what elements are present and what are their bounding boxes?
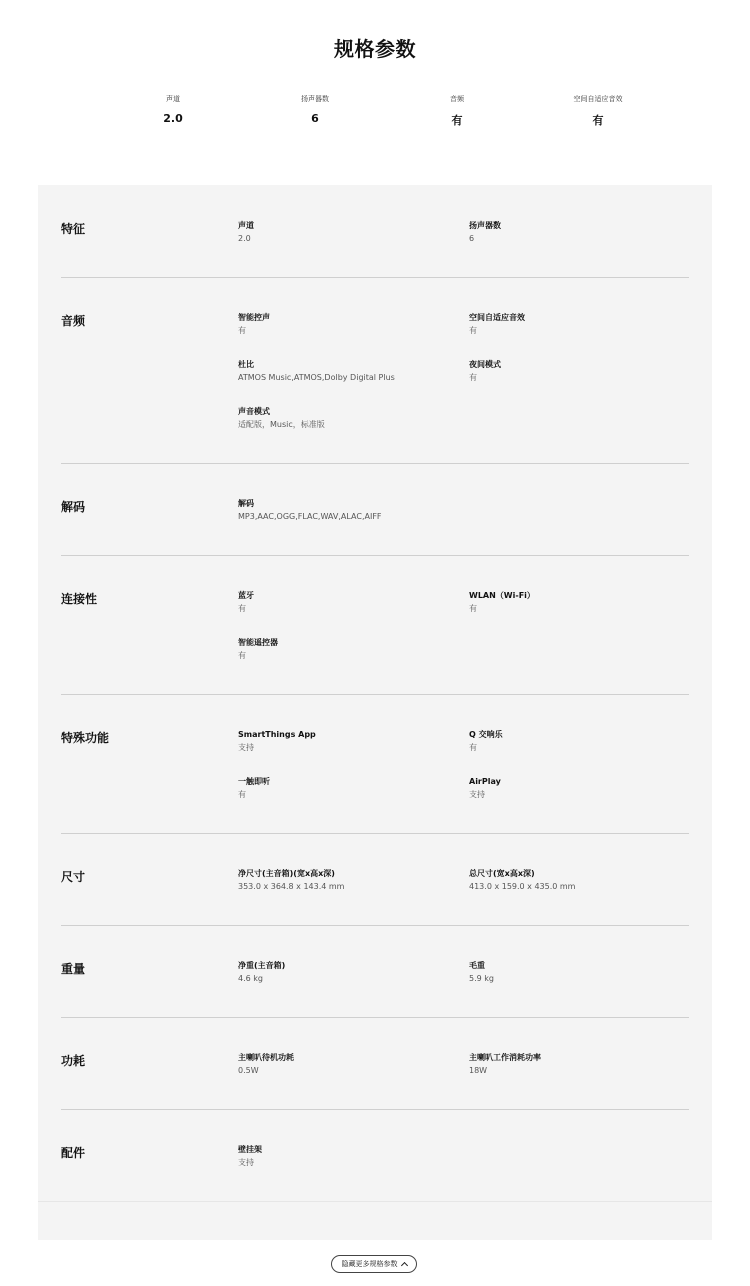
summary-value: 6 <box>311 112 319 125</box>
panel-bottom-divider <box>38 1201 712 1202</box>
spec-value: 0.5W <box>238 1066 259 1075</box>
hide-more-specs-button[interactable] <box>331 1255 417 1273</box>
section-audio <box>61 312 689 442</box>
section-features <box>61 220 689 280</box>
spec-value: 有 <box>238 604 246 613</box>
spec-key: SmartThings App <box>238 730 316 739</box>
spec-key: 净尺寸(主音箱)(宽x高x深) <box>238 869 335 878</box>
spec-value: MP3,AAC,OGG,FLAC,WAV,ALAC,AIFF <box>238 512 382 521</box>
spec-value: 支持 <box>238 743 254 752</box>
summary-value: 有 <box>451 114 463 127</box>
spec-key: 声道 <box>238 221 254 230</box>
spec-key: 主喇叭工作消耗功率 <box>469 1053 541 1062</box>
spec-value: 4.6 kg <box>238 974 263 983</box>
spec-key: 一触即听 <box>238 777 270 786</box>
spec-item <box>469 960 689 984</box>
spec-item <box>469 729 689 753</box>
spec-value: 有 <box>469 604 477 613</box>
spec-item <box>238 498 458 522</box>
spec-key: WLAN（Wi-Fi） <box>469 591 535 600</box>
spec-value: 353.0 x 364.8 x 143.4 mm <box>238 882 345 891</box>
page-title: 规格参数 <box>334 37 416 61</box>
section-title: 配件 <box>61 1146 86 1160</box>
spec-value: 有 <box>238 326 246 335</box>
spec-item <box>238 960 458 984</box>
summary-audio <box>397 94 517 128</box>
spec-item <box>469 312 689 336</box>
spec-value: 支持 <box>238 1158 254 1167</box>
hide-more-specs-label: 隐藏更多规格参数 <box>341 1260 398 1268</box>
section-title: 连接性 <box>61 592 98 606</box>
spec-value: 适配版，Music，标准版 <box>238 420 325 429</box>
spec-key: 壁挂架 <box>238 1145 262 1154</box>
section-divider <box>61 1017 689 1018</box>
summary-label: 音频 <box>450 95 464 103</box>
section-title: 特征 <box>61 222 86 236</box>
section-power <box>61 1052 689 1092</box>
spec-value: ATMOS Music,ATMOS,Dolby Digital Plus <box>238 373 395 382</box>
section-dimensions <box>61 868 689 908</box>
spec-item <box>238 637 458 661</box>
section-title: 音频 <box>61 314 86 328</box>
spec-item <box>238 776 458 800</box>
section-divider <box>61 833 689 834</box>
spec-item <box>238 1052 458 1076</box>
section-title: 功耗 <box>61 1054 86 1068</box>
spec-item <box>238 868 458 892</box>
section-title: 特殊功能 <box>61 731 110 745</box>
spec-value: 支持 <box>469 790 485 799</box>
spec-item <box>238 359 458 383</box>
summary-spatial <box>538 94 658 128</box>
spec-key: AirPlay <box>469 777 501 786</box>
spec-value: 有 <box>469 373 477 382</box>
spec-item <box>238 406 458 430</box>
spec-value: 6 <box>469 234 475 243</box>
spec-value: 有 <box>238 790 246 799</box>
section-divider <box>61 555 689 556</box>
spec-key: 智能遥控器 <box>238 638 278 647</box>
summary-label: 扬声器数 <box>301 95 329 103</box>
spec-value: 有 <box>469 743 477 752</box>
spec-item <box>469 1052 689 1076</box>
spec-key: 总尺寸(宽x高x深) <box>469 869 535 878</box>
spec-value: 有 <box>469 326 477 335</box>
spec-item <box>238 729 458 753</box>
summary-value: 2.0 <box>163 112 183 125</box>
spec-key: 蓝牙 <box>238 591 254 600</box>
spec-key: Q 交响乐 <box>469 730 503 739</box>
spec-key: 扬声器数 <box>469 221 501 230</box>
spec-value: 2.0 <box>238 234 251 243</box>
summary-value: 有 <box>592 114 604 127</box>
section-decoding <box>61 498 689 538</box>
chevron-up-icon <box>400 1262 407 1269</box>
spec-item <box>469 359 689 383</box>
spec-value: 5.9 kg <box>469 974 494 983</box>
section-title: 解码 <box>61 500 86 514</box>
spec-item <box>469 590 689 614</box>
spec-key: 智能控声 <box>238 313 270 322</box>
spec-key: 主喇叭待机功耗 <box>238 1053 294 1062</box>
section-divider <box>61 694 689 695</box>
section-divider <box>61 277 689 278</box>
section-special <box>61 729 689 809</box>
section-connectivity <box>61 590 689 670</box>
section-divider <box>61 1109 689 1110</box>
spec-key: 净重(主音箱) <box>238 961 286 970</box>
spec-key: 声音模式 <box>238 407 270 416</box>
section-title: 重量 <box>61 962 86 976</box>
spec-item <box>238 590 458 614</box>
spec-item <box>469 868 689 892</box>
spec-value: 413.0 x 159.0 x 435.0 mm <box>469 882 576 891</box>
spec-item <box>469 220 689 244</box>
spec-key: 杜比 <box>238 360 254 369</box>
spec-key: 解码 <box>238 499 254 508</box>
spec-key: 夜间模式 <box>469 360 501 369</box>
spec-item <box>469 776 689 800</box>
spec-panel <box>38 185 712 1240</box>
section-weight <box>61 960 689 1000</box>
spec-item <box>238 312 458 336</box>
section-divider <box>61 463 689 464</box>
section-accessories <box>61 1144 689 1184</box>
summary-speakers <box>255 94 375 125</box>
summary-label: 声道 <box>166 95 180 103</box>
section-divider <box>61 925 689 926</box>
spec-key: 空间自适应音效 <box>469 313 525 322</box>
spec-key: 毛重 <box>469 961 485 970</box>
spec-item <box>238 220 458 244</box>
summary-label: 空间自适应音效 <box>573 95 623 103</box>
spec-item <box>238 1144 458 1168</box>
summary-channels <box>113 94 233 125</box>
spec-value: 有 <box>238 651 246 660</box>
section-title: 尺寸 <box>61 870 86 884</box>
spec-value: 18W <box>469 1066 488 1075</box>
